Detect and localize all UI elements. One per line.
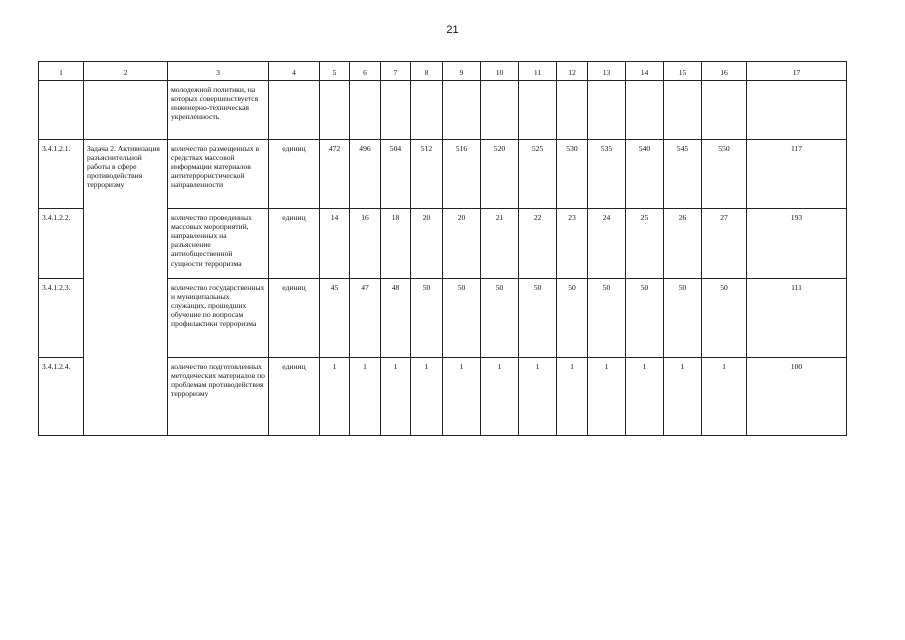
header-cell: 13 [588,62,626,81]
header-cell: 11 [519,62,557,81]
row-value: 50 [481,279,519,358]
row-code: 3.4.1.2.3. [39,279,84,358]
row-value: 50 [411,279,443,358]
row-value: 16 [350,209,381,279]
table-row [39,81,847,140]
row-value: 1 [320,358,350,436]
row-value: 525 [519,140,557,209]
row-unit: единиц [269,279,320,358]
row-value: 50 [519,279,557,358]
row-value: 27 [702,209,747,279]
row-value: 22 [519,209,557,279]
header-cell: 17 [747,62,847,81]
row-value: 545 [664,140,702,209]
header-cell: 10 [481,62,519,81]
row-value: 14 [320,209,350,279]
row-value: 530 [557,140,588,209]
row-task [84,81,168,140]
row-indicator: количество государственных и муниципальных служащих, прошедших обучение по вопросам профилактики терроризма [168,279,269,358]
row-unit [269,81,320,140]
header-cell: 3 [168,62,269,81]
row-unit: единиц [269,209,320,279]
row-value [519,81,557,140]
row-value: 550 [702,140,747,209]
header-cell: 1 [39,62,84,81]
header-cell: 8 [411,62,443,81]
row-value [702,81,747,140]
row-value [481,81,519,140]
row-value: 20 [443,209,481,279]
row-value: 47 [350,279,381,358]
row-value: 1 [519,358,557,436]
row-value: 23 [557,209,588,279]
row-value: 1 [443,358,481,436]
row-value: 50 [702,279,747,358]
header-cell: 2 [84,62,168,81]
header-cell: 9 [443,62,481,81]
row-value: 25 [626,209,664,279]
row-total: 193 [747,209,847,279]
header-cell: 14 [626,62,664,81]
row-value: 504 [381,140,411,209]
row-code [39,81,84,140]
row-value: 1 [411,358,443,436]
row-value: 24 [588,209,626,279]
row-total: 111 [747,279,847,358]
header-cell: 16 [702,62,747,81]
row-indicator: молодежной политики, на которых совершенствуется инженерно-техническая укрепленность [168,81,269,140]
row-value [411,81,443,140]
row-value [557,81,588,140]
header-cell: 5 [320,62,350,81]
row-value [320,81,350,140]
row-value: 512 [411,140,443,209]
row-indicator: количество подготовленных методических материалов по проблемам противодействия терроризму [168,358,269,436]
row-value: 48 [381,279,411,358]
header-cell: 15 [664,62,702,81]
row-value: 496 [350,140,381,209]
row-unit: единиц [269,358,320,436]
row-value: 1 [702,358,747,436]
row-total: 100 [747,358,847,436]
row-value: 18 [381,209,411,279]
row-total [747,81,847,140]
row-indicator: количество размещенных в средствах массовой информации материалов антитеррористической направленности [168,140,269,209]
row-value: 21 [481,209,519,279]
row-code: 3.4.1.2.2. [39,209,84,279]
header-cell: 6 [350,62,381,81]
row-value [626,81,664,140]
row-value: 50 [557,279,588,358]
row-value: 1 [350,358,381,436]
row-value: 1 [626,358,664,436]
row-value: 1 [588,358,626,436]
row-value: 20 [411,209,443,279]
row-value: 1 [557,358,588,436]
row-value [664,81,702,140]
row-unit: единиц [269,140,320,209]
row-value: 520 [481,140,519,209]
row-value: 26 [664,209,702,279]
row-value: 472 [320,140,350,209]
row-value: 1 [381,358,411,436]
indicators-table [38,61,847,436]
row-code: 3.4.1.2.4. [39,358,84,436]
row-value: 45 [320,279,350,358]
page-number: 21 [446,24,459,36]
header-row [39,62,847,81]
row-task: Задача 2. Активизация разъяснительной работы в сфере противодействия терроризму [84,140,168,436]
row-value: 50 [588,279,626,358]
row-value: 50 [626,279,664,358]
row-value: 1 [481,358,519,436]
header-cell: 4 [269,62,320,81]
row-value [350,81,381,140]
row-value [443,81,481,140]
row-value: 1 [664,358,702,436]
row-indicator: количество проведенных массовых мероприятий, направленных на разъяснение антиобщественной сущности терроризма [168,209,269,279]
table-row [39,140,847,209]
row-value: 535 [588,140,626,209]
row-code: 3.4.1.2.1. [39,140,84,209]
row-value: 516 [443,140,481,209]
row-value: 50 [664,279,702,358]
header-cell: 7 [381,62,411,81]
row-total: 117 [747,140,847,209]
row-value [381,81,411,140]
header-cell: 12 [557,62,588,81]
row-value: 50 [443,279,481,358]
row-value: 540 [626,140,664,209]
row-value [588,81,626,140]
